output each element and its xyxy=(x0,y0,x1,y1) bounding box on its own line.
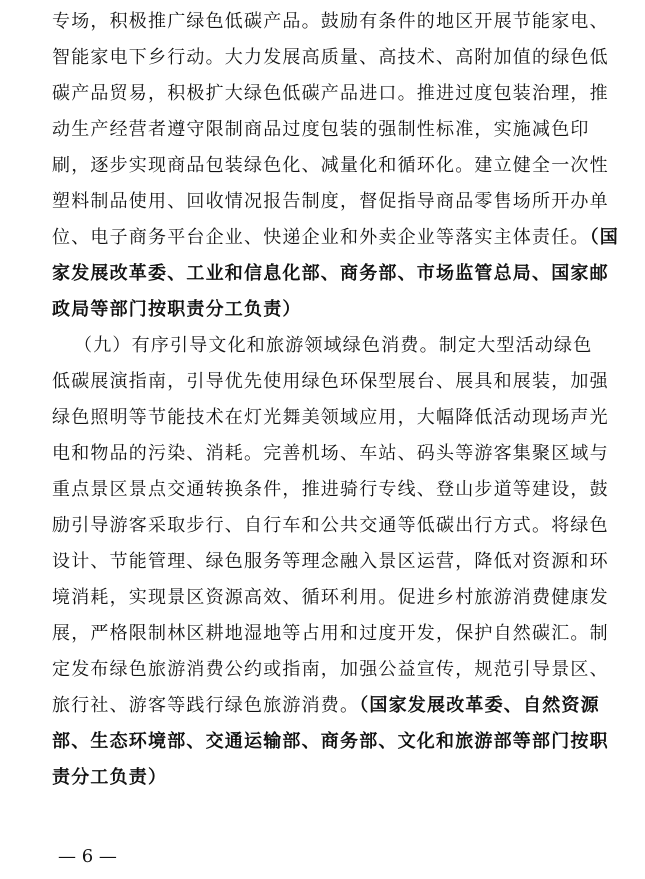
responsibility-note-line-3: 政局等部门按职责分工负责） xyxy=(52,299,302,320)
paragraph-2-line-9: 展，严格限制林区耕地湿地等占用和过度开发，保护自然碳汇。制 xyxy=(52,623,609,644)
paragraph-1-line-4: 动生产经营者遵守限制商品过度包装的强制性标准，实施减色印 xyxy=(52,119,590,140)
paragraph-2-line-4: 电和物品的污染、消耗。完善机场、车站、码头等游客集聚区域与 xyxy=(52,443,609,464)
paragraph-1-line-3: 碳产品贸易，积极扩大绿色低碳产品进口。推进过度包装治理，推 xyxy=(52,83,609,104)
responsibility-note-2-start: （国家发展改革委、自然资源 xyxy=(359,695,600,716)
paragraph-1-line-2: 智能家电下乡行动。大力发展高质量、高技术、高附加值的绿色低 xyxy=(52,47,609,68)
paragraph-1-line-7-text: 位、电子商务平台企业、快递企业和外卖企业等落实主体责任。 xyxy=(52,227,590,248)
paragraph-1-line-5: 刷，逐步实现商品包装绿色化、减量化和循环化。建立健全一次性 xyxy=(52,155,609,176)
paragraph-2-line-2: 低碳展演指南，引导优先使用绿色环保型展台、展具和展装，加强 xyxy=(52,371,609,392)
paragraph-2-line-11-text: 旅行社、游客等践行绿色旅游消费。 xyxy=(52,695,360,716)
paragraph-2-line-8: 境消耗，实现景区资源高效、循环利用。促进乡村旅游消费健康发 xyxy=(52,587,609,608)
paragraph-2-line-10: 定发布绿色旅游消费公约或指南，加强公益宣传，规范引导景区、 xyxy=(52,659,609,680)
paragraph-2-line-1 xyxy=(74,334,600,358)
paragraph-2-line-6: 励引导游客采取步行、自行车和公共交通等低碳出行方式。将绿色 xyxy=(52,515,609,536)
paragraph-2-line-5: 重点景区景点交通转换条件，推进骑行专线、登山步道等建设，鼓 xyxy=(52,479,609,500)
section-heading: （九）有序引导文化和旅游领域绿色消费。 xyxy=(74,335,439,356)
paragraph-1-line-7 xyxy=(52,226,620,250)
responsibility-note-2-line-2: 部、生态环境部、交通运输部、商务部、文化和旅游部等部门按职 xyxy=(52,731,609,752)
responsibility-note-line-2: 家发展改革委、工业和信息化部、商务部、市场监管总局、国家邮 xyxy=(52,263,609,284)
paragraph-2-line-3: 绿色照明等节能技术在灯光舞美领域应用，大幅降低活动现场声光 xyxy=(52,407,609,428)
paragraph-1-line-1: 专场，积极推广绿色低碳产品。鼓励有条件的地区开展节能家电、 xyxy=(52,11,609,32)
paragraph-2-line-11 xyxy=(52,694,600,718)
paragraph-2-line-1-text: 制定大型活动绿色 xyxy=(438,335,593,356)
page-number: — 6 — xyxy=(58,846,117,867)
paragraph-2-line-7: 设计、节能管理、绿色服务等理念融入景区运营，降低对资源和环 xyxy=(52,551,609,572)
responsibility-note-start: （国 xyxy=(589,227,620,248)
responsibility-note-2-line-3: 责分工负责） xyxy=(52,767,168,788)
paragraph-1-line-6: 塑料制品使用、回收情况报告制度，督促指导商品零售场所开办单 xyxy=(52,191,609,212)
